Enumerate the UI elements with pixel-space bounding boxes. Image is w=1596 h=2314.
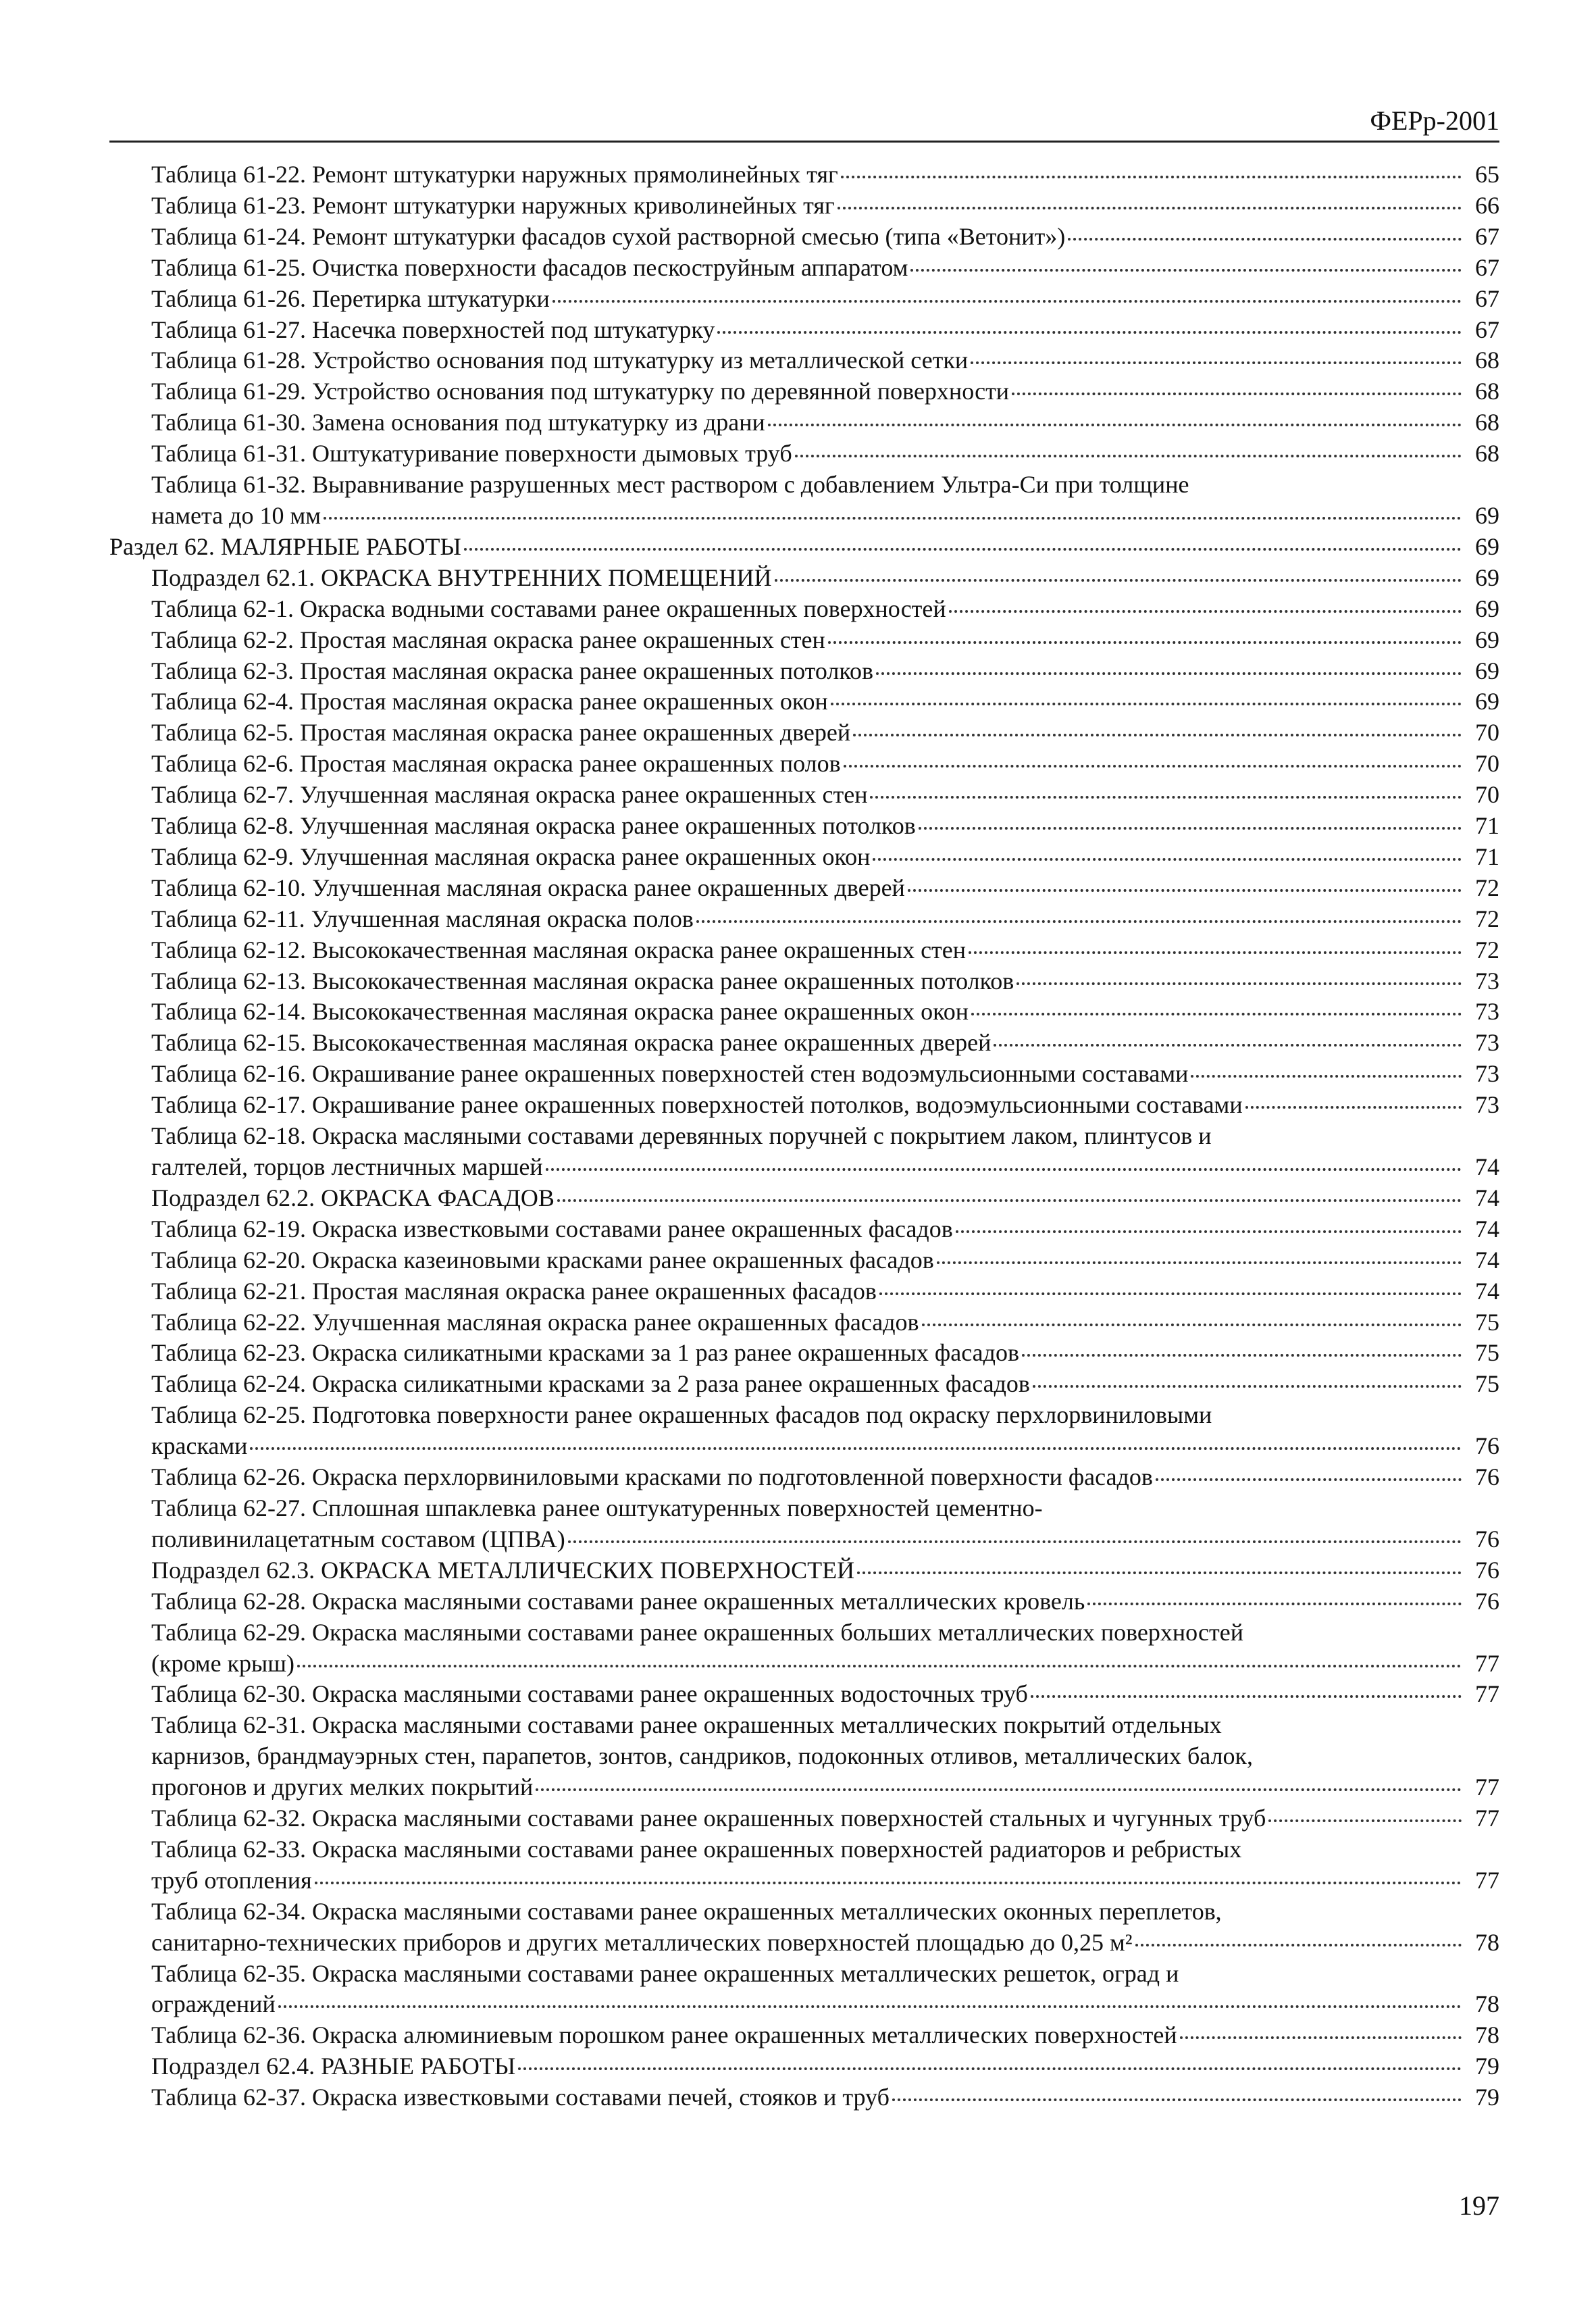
toc-entry[interactable]	[109, 345, 1499, 376]
toc-entry-title: Таблица 62-5. Простая масляная окраска ранее окрашенных дверей	[151, 719, 851, 747]
toc-entry-title: Таблица 61-22. Ремонт штукатурки наружных прямолинейных тяг	[151, 161, 838, 188]
dot-leader	[853, 734, 1462, 736]
toc-entry-title: Раздел 62. МАЛЯРНЫЕ РАБОТЫ	[109, 532, 461, 560]
toc-entry-page: 73	[1475, 1091, 1499, 1119]
toc-entry-title: Таблица 62-17. Окрашивание ранее окрашенных поверхностей потолков, водоэмульсионными составами	[151, 1091, 1243, 1119]
dot-leader	[557, 1199, 1462, 1202]
toc-entry-title: Таблица 62-25. Подготовка поверхности ранее окрашенных фасадов под окраску перхлорвиниловыми	[151, 1401, 1212, 1429]
toc-entry[interactable]	[109, 1090, 1499, 1121]
header-title: ФЕРр-2001	[1370, 105, 1499, 136]
dot-leader	[1012, 393, 1462, 395]
toc-entry-page: 76	[1475, 1587, 1499, 1615]
toc-entry-title: Таблица 62-21. Простая масляная окраска ранее окрашенных фасадов	[151, 1277, 877, 1305]
toc-entry-page: 77	[1475, 1680, 1499, 1708]
toc-entry-page: 68	[1475, 440, 1499, 468]
toc-entry[interactable]	[109, 1803, 1499, 1834]
toc-entry-page: 75	[1475, 1308, 1499, 1336]
toc-entry-title: Таблица 62-16. Окрашивание ранее окрашенных поверхностей стен водоэмульсионными составами	[151, 1060, 1189, 1088]
toc-entry-page: 74	[1475, 1215, 1499, 1242]
toc-entry-title: Таблица 62-36. Окраска алюминиевым порошком ранее окрашенных металлических поверхностей	[151, 2021, 1177, 2049]
toc-entry-title: Таблица 62-30. Окраска масляными составами ранее окрашенных водосточных труб	[151, 1680, 1028, 1708]
dot-leader	[844, 765, 1462, 768]
toc-entry[interactable]	[109, 1059, 1499, 1090]
toc-entry-title: Таблица 62-14. Высококачественная масляная окраска ранее окрашенных окон	[151, 998, 969, 1026]
toc-entry[interactable]	[109, 1338, 1499, 1369]
toc-entry-title: Таблица 62-15. Высококачественная масляная окраска ранее окрашенных дверей	[151, 1029, 992, 1057]
toc-entry-page: 78	[1475, 1928, 1499, 1956]
dot-leader	[841, 176, 1462, 178]
toc-entry[interactable]	[109, 2051, 1499, 2082]
toc-entry-page: 69	[1475, 595, 1499, 622]
toc-entry[interactable]	[109, 1586, 1499, 1617]
toc-entry-page: 71	[1475, 812, 1499, 840]
toc-entry-title: труб отопления	[151, 1866, 312, 1894]
toc-entry[interactable]	[109, 873, 1499, 904]
table-of-contents	[109, 159, 1499, 2113]
toc-entry-page: 76	[1475, 1556, 1499, 1584]
dot-leader	[969, 951, 1462, 954]
dot-leader	[1191, 1075, 1462, 1078]
toc-entry-page: 77	[1475, 1774, 1499, 1801]
dot-leader	[1135, 1944, 1462, 1946]
dot-leader	[1031, 1695, 1462, 1698]
toc-entry[interactable]	[109, 191, 1499, 222]
toc-entry[interactable]	[109, 376, 1499, 407]
toc-entry[interactable]	[109, 1307, 1499, 1338]
dot-leader	[552, 300, 1462, 303]
toc-entry-page: 74	[1475, 1246, 1499, 1274]
dot-leader	[315, 1882, 1462, 1884]
toc-entry-page: 76	[1475, 1525, 1499, 1553]
toc-entry[interactable]	[109, 1555, 1499, 1586]
toc-entry[interactable]	[109, 904, 1499, 935]
dot-leader	[971, 1013, 1462, 1015]
dot-leader	[994, 1044, 1462, 1047]
toc-entry-page: 69	[1475, 688, 1499, 715]
toc-entry-title: Таблица 62-9. Улучшенная масляная окраска ранее окрашенных окон	[151, 842, 871, 870]
toc-entry[interactable]	[109, 1028, 1499, 1059]
dot-leader	[1033, 1385, 1462, 1388]
toc-entry-page: 70	[1475, 781, 1499, 809]
toc-entry-title: Таблица 61-32. Выравнивание разрушенных мест раствором с добавлением Ультра-Си при толщине	[151, 471, 1189, 499]
dot-leader	[775, 579, 1462, 582]
toc-entry[interactable]	[109, 438, 1499, 470]
dot-leader	[464, 548, 1462, 551]
toc-entry[interactable]	[109, 1121, 1499, 1183]
toc-entry[interactable]	[109, 780, 1499, 811]
toc-entry[interactable]	[109, 284, 1499, 315]
toc-entry-page: 74	[1475, 1184, 1499, 1211]
toc-entry[interactable]	[109, 253, 1499, 284]
dot-leader	[297, 1665, 1462, 1667]
toc-entry[interactable]	[109, 2082, 1499, 2113]
dot-leader	[908, 889, 1462, 892]
dot-leader	[1245, 1106, 1462, 1109]
dot-leader	[1016, 982, 1462, 985]
toc-entry-title: Таблица 61-25. Очистка поверхности фасадов пескоструйным аппаратом	[151, 253, 908, 281]
dot-leader	[795, 455, 1462, 457]
toc-entry-page: 77	[1475, 1649, 1499, 1677]
toc-entry-title: Таблица 62-11. Улучшенная масляная окраска полов	[151, 905, 694, 932]
dot-leader	[536, 1788, 1462, 1791]
toc-entry-page: 68	[1475, 409, 1499, 436]
toc-entry[interactable]	[109, 470, 1499, 532]
toc-entry-page: 74	[1475, 1153, 1499, 1180]
toc-entry-title: Таблица 62-26. Окраска перхлорвиниловыми красками по подготовленной поверхности фасадов	[151, 1463, 1153, 1491]
toc-entry-title: Таблица 62-6. Простая масляная окраска ранее окрашенных полов	[151, 750, 841, 778]
toc-entry-title: Таблица 62-19. Окраска известковыми составами ранее окрашенных фасадов	[151, 1215, 953, 1242]
dot-leader	[568, 1540, 1462, 1543]
dot-leader	[768, 424, 1462, 426]
running-header	[109, 101, 1499, 143]
toc-entry-page: 67	[1475, 222, 1499, 250]
toc-entry[interactable]	[109, 1369, 1499, 1400]
toc-entry-title: Таблица 62-27. Сплошная шпаклевка ранее оштукатуренных поверхностей цементно-	[151, 1494, 1043, 1521]
toc-entry[interactable]	[109, 1214, 1499, 1245]
toc-entry-title: Таблица 62-22. Улучшенная масляная окраска ранее окрашенных фасадов	[151, 1308, 919, 1336]
toc-entry-page: 75	[1475, 1339, 1499, 1367]
dot-leader	[870, 796, 1462, 799]
toc-entry-title: Подраздел 62.1. ОКРАСКА ВНУТРЕННИХ ПОМЕЩЕНИЙ	[151, 563, 772, 591]
toc-entry-title: Таблица 61-28. Устройство основания под штукатурку из металлической сетки	[151, 347, 969, 374]
dot-leader	[892, 2098, 1462, 2101]
toc-entry-title: прогонов и других мелких покрытий	[151, 1774, 534, 1801]
toc-entry-title: Таблица 61-27. Насечка поверхностей под штукатурку	[151, 316, 715, 343]
toc-entry[interactable]	[109, 594, 1499, 625]
toc-entry[interactable]	[109, 1493, 1499, 1555]
toc-entry[interactable]	[109, 222, 1499, 253]
toc-entry-page: 73	[1475, 967, 1499, 995]
toc-entry-title: Таблица 62-31. Окраска масляными составами ранее окрашенных металлических покрытий отдельных	[151, 1711, 1222, 1739]
toc-entry-page: 72	[1475, 936, 1499, 963]
toc-entry-title: Таблица 62-10. Улучшенная масляная окраска ранее окрашенных дверей	[151, 874, 905, 901]
dot-leader	[937, 1261, 1462, 1264]
toc-entry-title: Таблица 62-24. Окраска силикатными красками за 2 раза ранее окрашенных фасадов	[151, 1370, 1030, 1398]
toc-entry-page: 69	[1475, 501, 1499, 529]
dot-leader	[828, 641, 1462, 644]
toc-entry-title: Таблица 62-1. Окраска водными составами ранее окрашенных поверхностей	[151, 595, 946, 622]
toc-entry[interactable]	[109, 997, 1499, 1028]
toc-entry-title: Таблица 62-29. Окраска масляными составами ранее окрашенных больших металлических поверхностей	[151, 1618, 1243, 1646]
toc-entry-title: красками	[151, 1432, 248, 1460]
toc-entry[interactable]	[109, 159, 1499, 191]
toc-entry-page: 68	[1475, 378, 1499, 405]
toc-entry[interactable]	[109, 749, 1499, 780]
toc-entry-title: Таблица 62-33. Окраска масляными составами ранее окрашенных поверхностей радиаторов и ребристых	[151, 1835, 1242, 1863]
toc-entry-page: 69	[1475, 563, 1499, 591]
toc-entry-page: 69	[1475, 532, 1499, 560]
toc-entry-title: Таблица 61-23. Ремонт штукатурки наружных криволинейных тяг	[151, 191, 835, 219]
dot-leader	[949, 610, 1462, 613]
dot-leader	[278, 2005, 1462, 2008]
dot-leader	[876, 672, 1462, 675]
toc-entry-page: 76	[1475, 1432, 1499, 1460]
toc-entry-title: намета до 10 мм	[151, 501, 321, 529]
toc-entry-title: Таблица 62-35. Окраска масляными составами ранее окрашенных металлических решеток, оград и	[151, 1959, 1179, 1987]
toc-entry-title: Таблица 62-28. Окраска масляными составами ранее окрашенных металлических кровель	[151, 1587, 1085, 1615]
toc-entry-page: 79	[1475, 2053, 1499, 2080]
toc-entry-page: 70	[1475, 750, 1499, 778]
toc-entry-title: Таблица 62-3. Простая масляная окраска ранее окрашенных потолков	[151, 657, 874, 684]
toc-entry[interactable]	[109, 1617, 1499, 1680]
toc-entry-page: 75	[1475, 1370, 1499, 1398]
toc-entry-page: 67	[1475, 316, 1499, 343]
toc-entry[interactable]	[109, 1959, 1499, 2021]
toc-entry-page: 74	[1475, 1277, 1499, 1305]
toc-entry[interactable]	[109, 2020, 1499, 2051]
toc-entry[interactable]	[109, 1834, 1499, 1896]
dot-leader	[1022, 1354, 1462, 1357]
toc-entry-page: 69	[1475, 657, 1499, 684]
toc-entry[interactable]	[109, 1400, 1499, 1462]
toc-entry-title: Таблица 62-13. Высококачественная масляная окраска ранее окрашенных потолков	[151, 967, 1014, 995]
toc-entry-title: Подраздел 62.3. ОКРАСКА МЕТАЛЛИЧЕСКИХ ПОВЕРХНОСТЕЙ	[151, 1556, 855, 1584]
toc-entry-page: 69	[1475, 626, 1499, 653]
toc-entry-title: Таблица 62-2. Простая масляная окраска ранее окрашенных стен	[151, 626, 825, 653]
page-number: 197	[1459, 2190, 1499, 2221]
toc-entry[interactable]	[109, 625, 1499, 656]
toc-entry-page: 73	[1475, 1060, 1499, 1088]
toc-entry-title: карнизов, брандмауэрных стен, парапетов, зонтов, сандриков, подоконных отливов, металлических балок,	[151, 1742, 1254, 1770]
toc-entry[interactable]	[109, 686, 1499, 718]
dot-leader	[1180, 2036, 1462, 2039]
toc-entry-title: Таблица 62-7. Улучшенная масляная окраска ранее окрашенных стен	[151, 781, 868, 809]
dot-leader	[879, 1292, 1462, 1295]
toc-entry-title: Таблица 61-30. Замена основания под штукатурку из драни	[151, 409, 765, 436]
toc-entry-title: Таблица 62-12. Высококачественная масляная окраска ранее окрашенных стен	[151, 936, 967, 963]
toc-entry[interactable]	[109, 718, 1499, 749]
dot-leader	[546, 1168, 1462, 1171]
toc-entry[interactable]	[109, 1276, 1499, 1307]
toc-entry-title: Таблица 62-32. Окраска масляными составами ранее окрашенных поверхностей стальных и чугунных труб	[151, 1805, 1266, 1832]
toc-entry-title: Таблица 61-24. Ремонт штукатурки фасадов сухой растворной смесью (типа «Ветонит»)	[151, 222, 1066, 250]
toc-entry-title: Таблица 61-29. Устройство основания под штукатурку по деревянной поверхности	[151, 378, 1010, 405]
dot-leader	[919, 827, 1462, 830]
toc-entry-title: Таблица 62-37. Окраска известковыми составами печей, стояков и труб	[151, 2084, 890, 2111]
dot-leader	[1068, 238, 1462, 241]
toc-entry-title: Таблица 62-23. Окраска силикатными красками за 1 раз ранее окрашенных фасадов	[151, 1339, 1019, 1367]
toc-entry-title: Таблица 62-8. Улучшенная масляная окраска ранее окрашенных потолков	[151, 812, 916, 840]
toc-entry-page: 67	[1475, 253, 1499, 281]
toc-entry-title: ограждений	[151, 1990, 276, 2018]
toc-entry[interactable]	[109, 811, 1499, 842]
toc-entry-title: Таблица 62-20. Окраска казеиновыми красками ранее окрашенных фасадов	[151, 1246, 934, 1274]
toc-entry-title: Таблица 62-4. Простая масляная окраска ранее окрашенных окон	[151, 688, 828, 715]
toc-entry-title: галтелей, торцов лестничных маршей	[151, 1153, 543, 1180]
toc-entry[interactable]	[109, 563, 1499, 594]
dot-leader	[518, 2067, 1462, 2070]
toc-entry-title: санитарно-технических приборов и других металлических поверхностей площадью до 0,25 м²	[151, 1928, 1133, 1956]
dot-leader	[1156, 1478, 1462, 1481]
toc-entry-page: 66	[1475, 191, 1499, 219]
dot-leader	[956, 1230, 1462, 1233]
dot-leader	[857, 1571, 1462, 1574]
toc-entry-page: 78	[1475, 2021, 1499, 2049]
toc-entry-title: Подраздел 62.4. РАЗНЫЕ РАБОТЫ	[151, 2053, 516, 2080]
toc-entry[interactable]	[109, 407, 1499, 438]
toc-entry-page: 73	[1475, 1029, 1499, 1057]
toc-entry-page: 73	[1475, 998, 1499, 1026]
toc-entry-title: Таблица 61-26. Перетирка штукатурки	[151, 284, 550, 312]
toc-entry-page: 72	[1475, 905, 1499, 932]
toc-entry-page: 65	[1475, 161, 1499, 188]
toc-entry[interactable]	[109, 1710, 1499, 1803]
toc-entry-page: 71	[1475, 842, 1499, 870]
dot-leader	[873, 858, 1462, 861]
toc-entry-page: 78	[1475, 1990, 1499, 2018]
dot-leader	[971, 361, 1462, 364]
dot-leader	[838, 207, 1462, 209]
toc-entry-page: 68	[1475, 347, 1499, 374]
toc-entry-title: поливинилацетатным составом (ЦПВА)	[151, 1525, 565, 1553]
toc-entry[interactable]	[109, 1183, 1499, 1214]
dot-leader	[922, 1324, 1462, 1326]
toc-entry-page: 77	[1475, 1805, 1499, 1832]
dot-leader	[831, 703, 1462, 705]
toc-entry-page: 72	[1475, 874, 1499, 901]
toc-entry[interactable]	[109, 656, 1499, 687]
dot-leader	[324, 517, 1462, 520]
toc-entry[interactable]	[109, 1462, 1499, 1493]
toc-entry[interactable]	[109, 532, 1499, 563]
toc-entry-title: Подраздел 62.2. ОКРАСКА ФАСАДОВ	[151, 1184, 555, 1211]
toc-entry-page: 79	[1475, 2084, 1499, 2111]
toc-entry-title: Таблица 62-18. Окраска масляными составами деревянных поручней с покрытием лаком, плинтусов и	[151, 1122, 1212, 1150]
dot-leader	[1087, 1603, 1462, 1605]
toc-entry[interactable]	[109, 315, 1499, 346]
toc-entry[interactable]	[109, 1245, 1499, 1276]
toc-entry-page: 77	[1475, 1866, 1499, 1894]
toc-entry[interactable]	[109, 842, 1499, 873]
dot-leader	[717, 331, 1462, 334]
dot-leader	[1268, 1819, 1462, 1822]
toc-entry-title: (кроме крыш)	[151, 1649, 294, 1677]
dot-leader	[910, 269, 1462, 272]
dot-leader	[250, 1447, 1462, 1450]
dot-leader	[696, 920, 1462, 923]
toc-entry-title: Таблица 62-34. Окраска масляными составами ранее окрашенных металлических оконных переплетов,	[151, 1897, 1222, 1925]
toc-entry-page: 76	[1475, 1463, 1499, 1491]
toc-entry[interactable]	[109, 935, 1499, 966]
toc-entry-page: 70	[1475, 719, 1499, 747]
toc-entry[interactable]	[109, 1896, 1499, 1959]
toc-entry[interactable]	[109, 1679, 1499, 1710]
toc-entry-page: 67	[1475, 284, 1499, 312]
toc-entry[interactable]	[109, 966, 1499, 997]
toc-entry-title: Таблица 61-31. Оштукатуривание поверхности дымовых труб	[151, 440, 792, 468]
